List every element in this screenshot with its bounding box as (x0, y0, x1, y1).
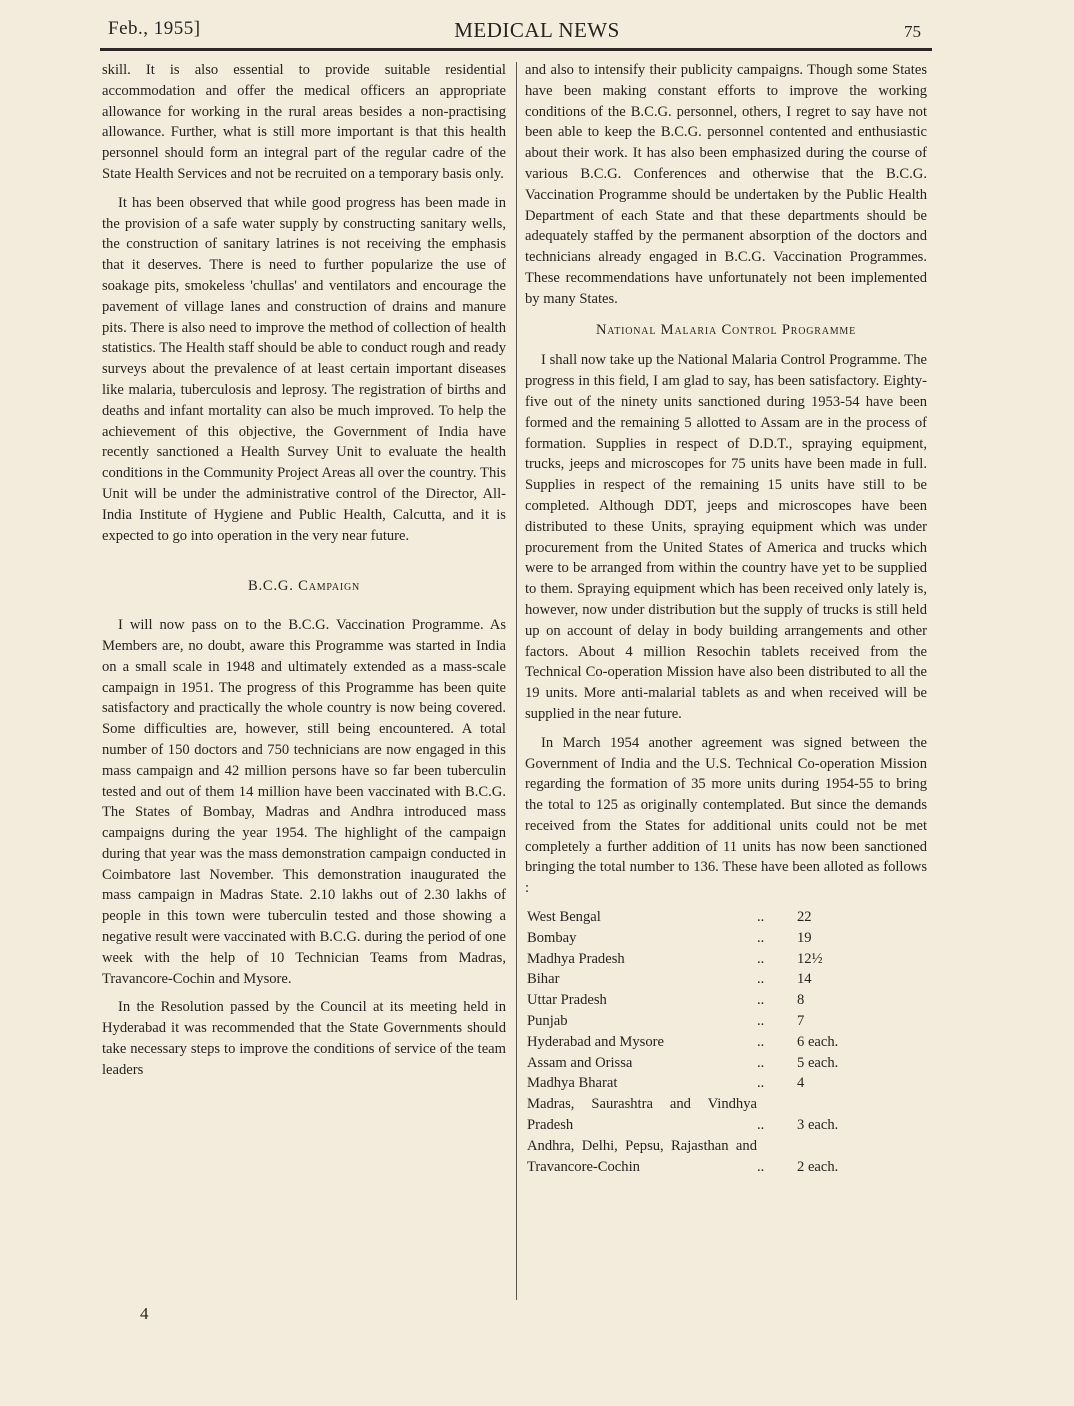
issue-date: Feb., 1955] (108, 18, 201, 39)
allocation-row (527, 1094, 857, 1136)
allocation-leader: .. (757, 1033, 765, 1050)
signature-mark: 4 (140, 1304, 149, 1323)
allocation-place: Assam and Orissa (527, 1054, 633, 1071)
allocation-leader: .. (757, 971, 765, 988)
allocation-row (527, 1053, 857, 1074)
paragraph: In the Resolution passed by the Council at its meeting held in Hyderabad it was recommended that the State Governments should take necessary steps to improve the conditions of service of the team leaders (102, 999, 506, 1078)
allocation-row (527, 1011, 857, 1032)
section-heading-malaria: National Malaria Control Programme (595, 321, 857, 338)
allocation-units: 8 (797, 992, 805, 1009)
allocation-units: 2 each. (797, 1158, 839, 1175)
allocation-place: Uttar Pradesh (527, 992, 607, 1009)
allocation-leader: .. (757, 1075, 765, 1092)
paragraph: and also to intensify their publicity campaigns. Though some States have been making constant efforts to improve the working conditions of the B.C.G. personnel, others, I regret to say have not been able to keep the B.C.G. personnel contented and enthusiastic about their work. It has also been emphasized during the course of various B.C.G. Conferences and otherwise that the B.C.G. Vaccination Programme should be undertaken by the Public Health Department of each State and that these departments should be adequately staffed by the permanent absorption of the doctors and technicians already engaged in B.C.G. Vaccination Programmes. These recommendations have unfortunately not been implemented by many States. (525, 62, 927, 307)
allocation-row (527, 990, 857, 1011)
allocation-row (527, 1073, 857, 1094)
paragraph: skill. It is also essential to provide suitable residential accommodation and offer the medical officers an appropriate allowance for working in the rural areas besides a non-practising allowance. Further, what is still more important is that this health personnel should form an integral part of the regular cadre of the State Health Services and not be recruited on a temporary basis only. (102, 62, 506, 182)
allocation-row (527, 1032, 857, 1053)
page-header (0, 0, 1074, 52)
allocation-units: 22 (797, 909, 812, 926)
allocation-units: 6 each. (797, 1033, 839, 1050)
allocation-units: 7 (797, 1013, 805, 1030)
paragraph: It has been observed that while good progress has been made in the provision of a safe water supply by constructing sanitary wells, the construction of sanitary latrines is not receiving the emphasis that it deserves. There is need to further popularize the use of soakage pits, smokeless 'chullas' and ventilators and encourage the pavement of village lanes and construction of drains and manure pits. There is also need to improve the method of collection of health statistics. The Health staff should be able to conduct rough and ready surveys about the prevalence of at least certain important diseases like malaria, tuberculosis and leprosy. The registration of births and deaths and infant mortality can also be much improved. To help the achievement of this objective, the Government of India have recently sanctioned a Health Survey Unit to evaluate the health conditions in the Community Project Areas all over the country. This Unit will be under the administrative control of the Director, All-India Institute of Hygiene and Public Health, Calcutta, and it is expected to go into operation in the very near future. (102, 194, 506, 544)
paragraph: In March 1954 another agreement was signed between the Government of India and the U.S. Technical Co-operation Mission regarding the formation of 35 more units during 1954-55 to bring the total to 125 as originally contemplated. But since the demands received from the States for additional units could not be met completely a further addition of 11 units has now been sanctioned bringing the total number to 136. These have been alloted as follows : (525, 734, 927, 897)
header-rule-right (250, 48, 932, 51)
allocation-leader: .. (757, 1158, 765, 1175)
allocation-leader: .. (757, 1013, 765, 1030)
page-number: 75 (904, 22, 921, 41)
column-divider (516, 62, 517, 1300)
allocation-place: Bihar (527, 971, 560, 988)
allocation-units: 12½ (797, 950, 823, 967)
left-column (102, 60, 506, 1089)
allocation-units: 4 (797, 1075, 805, 1092)
allocation-row (527, 949, 857, 970)
allocation-leader: .. (757, 1117, 765, 1134)
allocation-units: 3 each. (797, 1117, 839, 1134)
allocation-place: Bombay (527, 929, 577, 946)
right-column (525, 60, 927, 1177)
allocation-place: Madhya Pradesh (527, 950, 625, 967)
allocation-place: Punjab (527, 1013, 568, 1030)
allocation-table (527, 907, 857, 1177)
allocation-units: 5 each. (797, 1054, 839, 1071)
allocation-leader: .. (757, 909, 765, 926)
allocation-row (527, 928, 857, 949)
allocation-row (527, 969, 857, 990)
allocation-leader: .. (757, 1054, 765, 1071)
allocation-row (527, 907, 857, 928)
allocation-units: 19 (797, 929, 812, 946)
section-heading-bcg: B.C.G. Campaign (247, 578, 361, 595)
paragraph: I shall now take up the National Malaria Control Programme. The progress in this field, I am glad to say, has been satisfactory. Eighty-five out of the ninety units sanctioned during 1953-54 have been formed and the remaining 5 allotted to Assam are in the process of formation. Supplies in respect of D.D.T., spraying equipment, trucks, jeeps and microscopes for 75 units have been made in full. Supplies in respect of the remaining 15 units have still to be completed. Although DDT, jeeps and microscopes have been distributed to these Units, spraying equipment which was under procurement from the United States of America and trucks which were to be arranged from within the country have yet to be supplied to them. Spraying equipment which has been received only lately is, however, now under distribution but the supply of trucks is still held up on account of delay in body building arrangements and other factors. About 4 million Resochin tablets received from the Technical Co-operation Mission have also been distributed to all the 19 units. More anti-malarial tablets as and when received will be supplied in the near future. (525, 352, 927, 722)
running-title: MEDICAL NEWS (454, 18, 620, 42)
allocation-place: West Bengal (527, 909, 601, 926)
allocation-place: Andhra, Delhi, Pepsu, Rajasthan and Travancore-Cochin (527, 1137, 757, 1175)
allocation-place: Hyderabad and Mysore (527, 1033, 664, 1050)
allocation-leader: .. (757, 950, 765, 967)
allocation-place: Madras, Saurashtra and Vindhya Pradesh (527, 1096, 757, 1134)
allocation-leader: .. (757, 992, 765, 1009)
allocation-units: 14 (797, 971, 812, 988)
header-rule-left (100, 48, 250, 51)
paragraph: I will now pass on to the B.C.G. Vaccination Programme. As Members are, no doubt, aware this Programme was started in India on a small scale in 1948 and ultimately extended as a mass-scale campaign in 1951. The progress of this Programme has been quite satisfactory and practically the whole country is now being covered. Some difficulties are, however, still being encountered. A total number of 150 doctors and 750 technicians are now engaged in this mass campaign and 42 million persons have so far been tuberculin tested and out of them 14 million have been vaccinated with B.C.G. The States of Bombay, Madras and Andhra introduced mass campaigns during the year 1954. The highlight of the campaign during that year was the mass demonstration campaign conducted in Coimbatore last November. This demonstration inaugurated the mass campaign in Madras State. 2.10 lakhs out of 2.30 lakhs of people in this town were tuberculin tested and those showing a negative result were vaccinated with B.C.G. during the period of one week with the help of 10 Technician Teams from Madras, Travancore-Cochin and Mysore. (102, 617, 506, 987)
allocation-place: Madhya Bharat (527, 1075, 618, 1092)
allocation-row (527, 1136, 857, 1178)
allocation-leader: .. (757, 929, 765, 946)
